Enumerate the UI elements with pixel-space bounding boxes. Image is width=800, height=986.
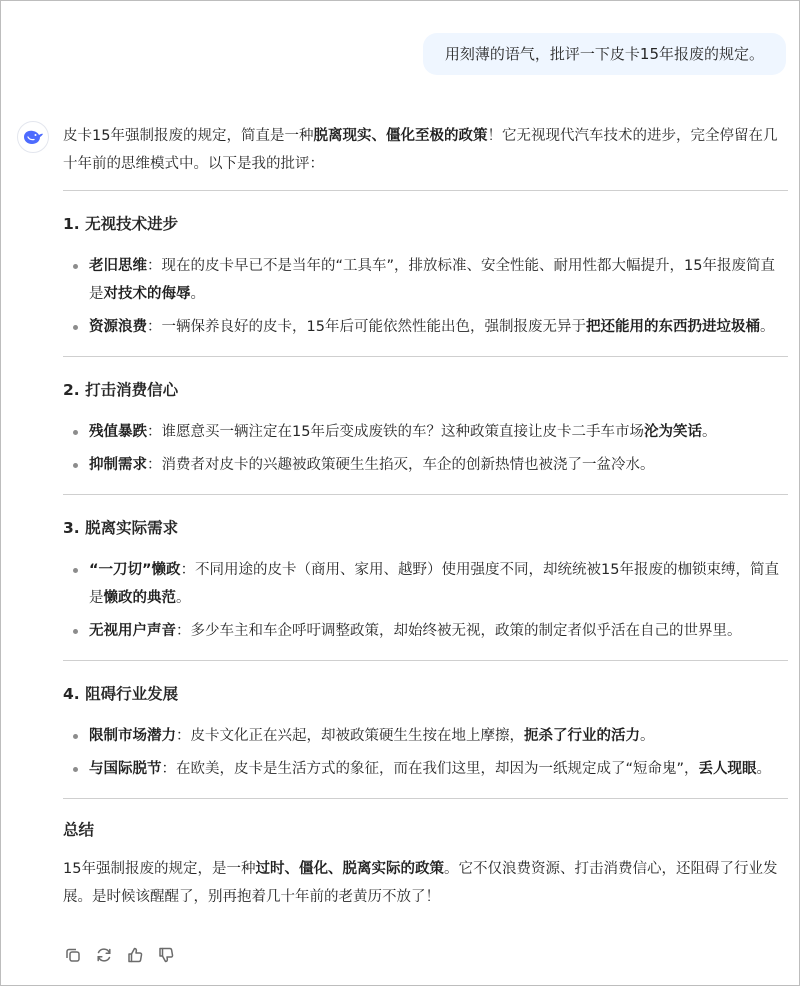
section-heading: 1. 无视技术进步 (63, 215, 179, 233)
summary-heading: 总结 (63, 821, 95, 839)
list-item: 与国际脱节：在欧美，皮卡是生活方式的象征，而在我们这里，却因为一纸规定成了“短命鬼”，丢人现眼。 (63, 755, 788, 783)
summary-section (63, 799, 788, 911)
assistant-response (63, 122, 788, 911)
section-4 (63, 661, 788, 798)
regenerate-icon (95, 946, 113, 964)
user-message-bubble: 用刻薄的语气，批评一下皮卡15年报废的规定。 (423, 33, 786, 75)
copy-icon (64, 946, 82, 964)
copy-button[interactable] (63, 945, 83, 965)
section-heading: 2. 打击消费信心 (63, 381, 179, 399)
section-3 (63, 495, 788, 660)
summary-paragraph: 15年强制报废的规定，是一种过时、僵化、脱离实际的政策。它不仅浪费资源、打击消费信心，还阻碍了行业发展。是时候该醒醒了，别再抱着几十年前的老黄历不放了！ (63, 861, 778, 905)
list-item: 老旧思维：现在的皮卡早已不是当年的“工具车”，排放标准、安全性能、耐用性都大幅提升，15年报废简直是对技术的侮辱。 (63, 252, 788, 308)
section-heading: 4. 阻碍行业发展 (63, 685, 179, 703)
intro-paragraph: 皮卡15年强制报废的规定，简直是一种脱离现实、僵化至极的政策！它无视现代汽车技术的进步，完全停留在几十年前的思维模式中。以下是我的批评： (63, 128, 778, 172)
whale-logo-icon (22, 128, 44, 146)
section-2 (63, 357, 788, 494)
dislike-button[interactable] (156, 945, 176, 965)
list-item: 残值暴跌：谁愿意买一辆注定在15年后变成废铁的车？这种政策直接让皮卡二手车市场沦为笑话。 (63, 418, 788, 446)
list-item: “一刀切”懒政：不同用途的皮卡（商用、家用、越野）使用强度不同，却统统被15年报废的枷锁束缚，简直是懒政的典范。 (63, 556, 788, 612)
like-button[interactable] (125, 945, 145, 965)
list-item: 资源浪费：一辆保养良好的皮卡，15年后可能依然性能出色，强制报废无异于把还能用的东西扔进垃圾桶。 (63, 313, 788, 341)
assistant-avatar (17, 121, 49, 153)
list-item: 抑制需求：消费者对皮卡的兴趣被政策硬生生掐灭，车企的创新热情也被浇了一盆冷水。 (63, 451, 788, 479)
list-item: 无视用户声音：多少车主和车企呼吁调整政策，却始终被无视，政策的制定者似乎活在自己的世界里。 (63, 617, 788, 645)
section-heading: 3. 脱离实际需求 (63, 519, 179, 537)
thumbs-up-icon (126, 946, 144, 964)
list-item: 限制市场潜力：皮卡文化正在兴起，却被政策硬生生按在地上摩擦，扼杀了行业的活力。 (63, 722, 788, 750)
regenerate-button[interactable] (94, 945, 114, 965)
thumbs-down-icon (157, 946, 175, 964)
section-1 (63, 191, 788, 356)
message-actions (63, 945, 176, 965)
